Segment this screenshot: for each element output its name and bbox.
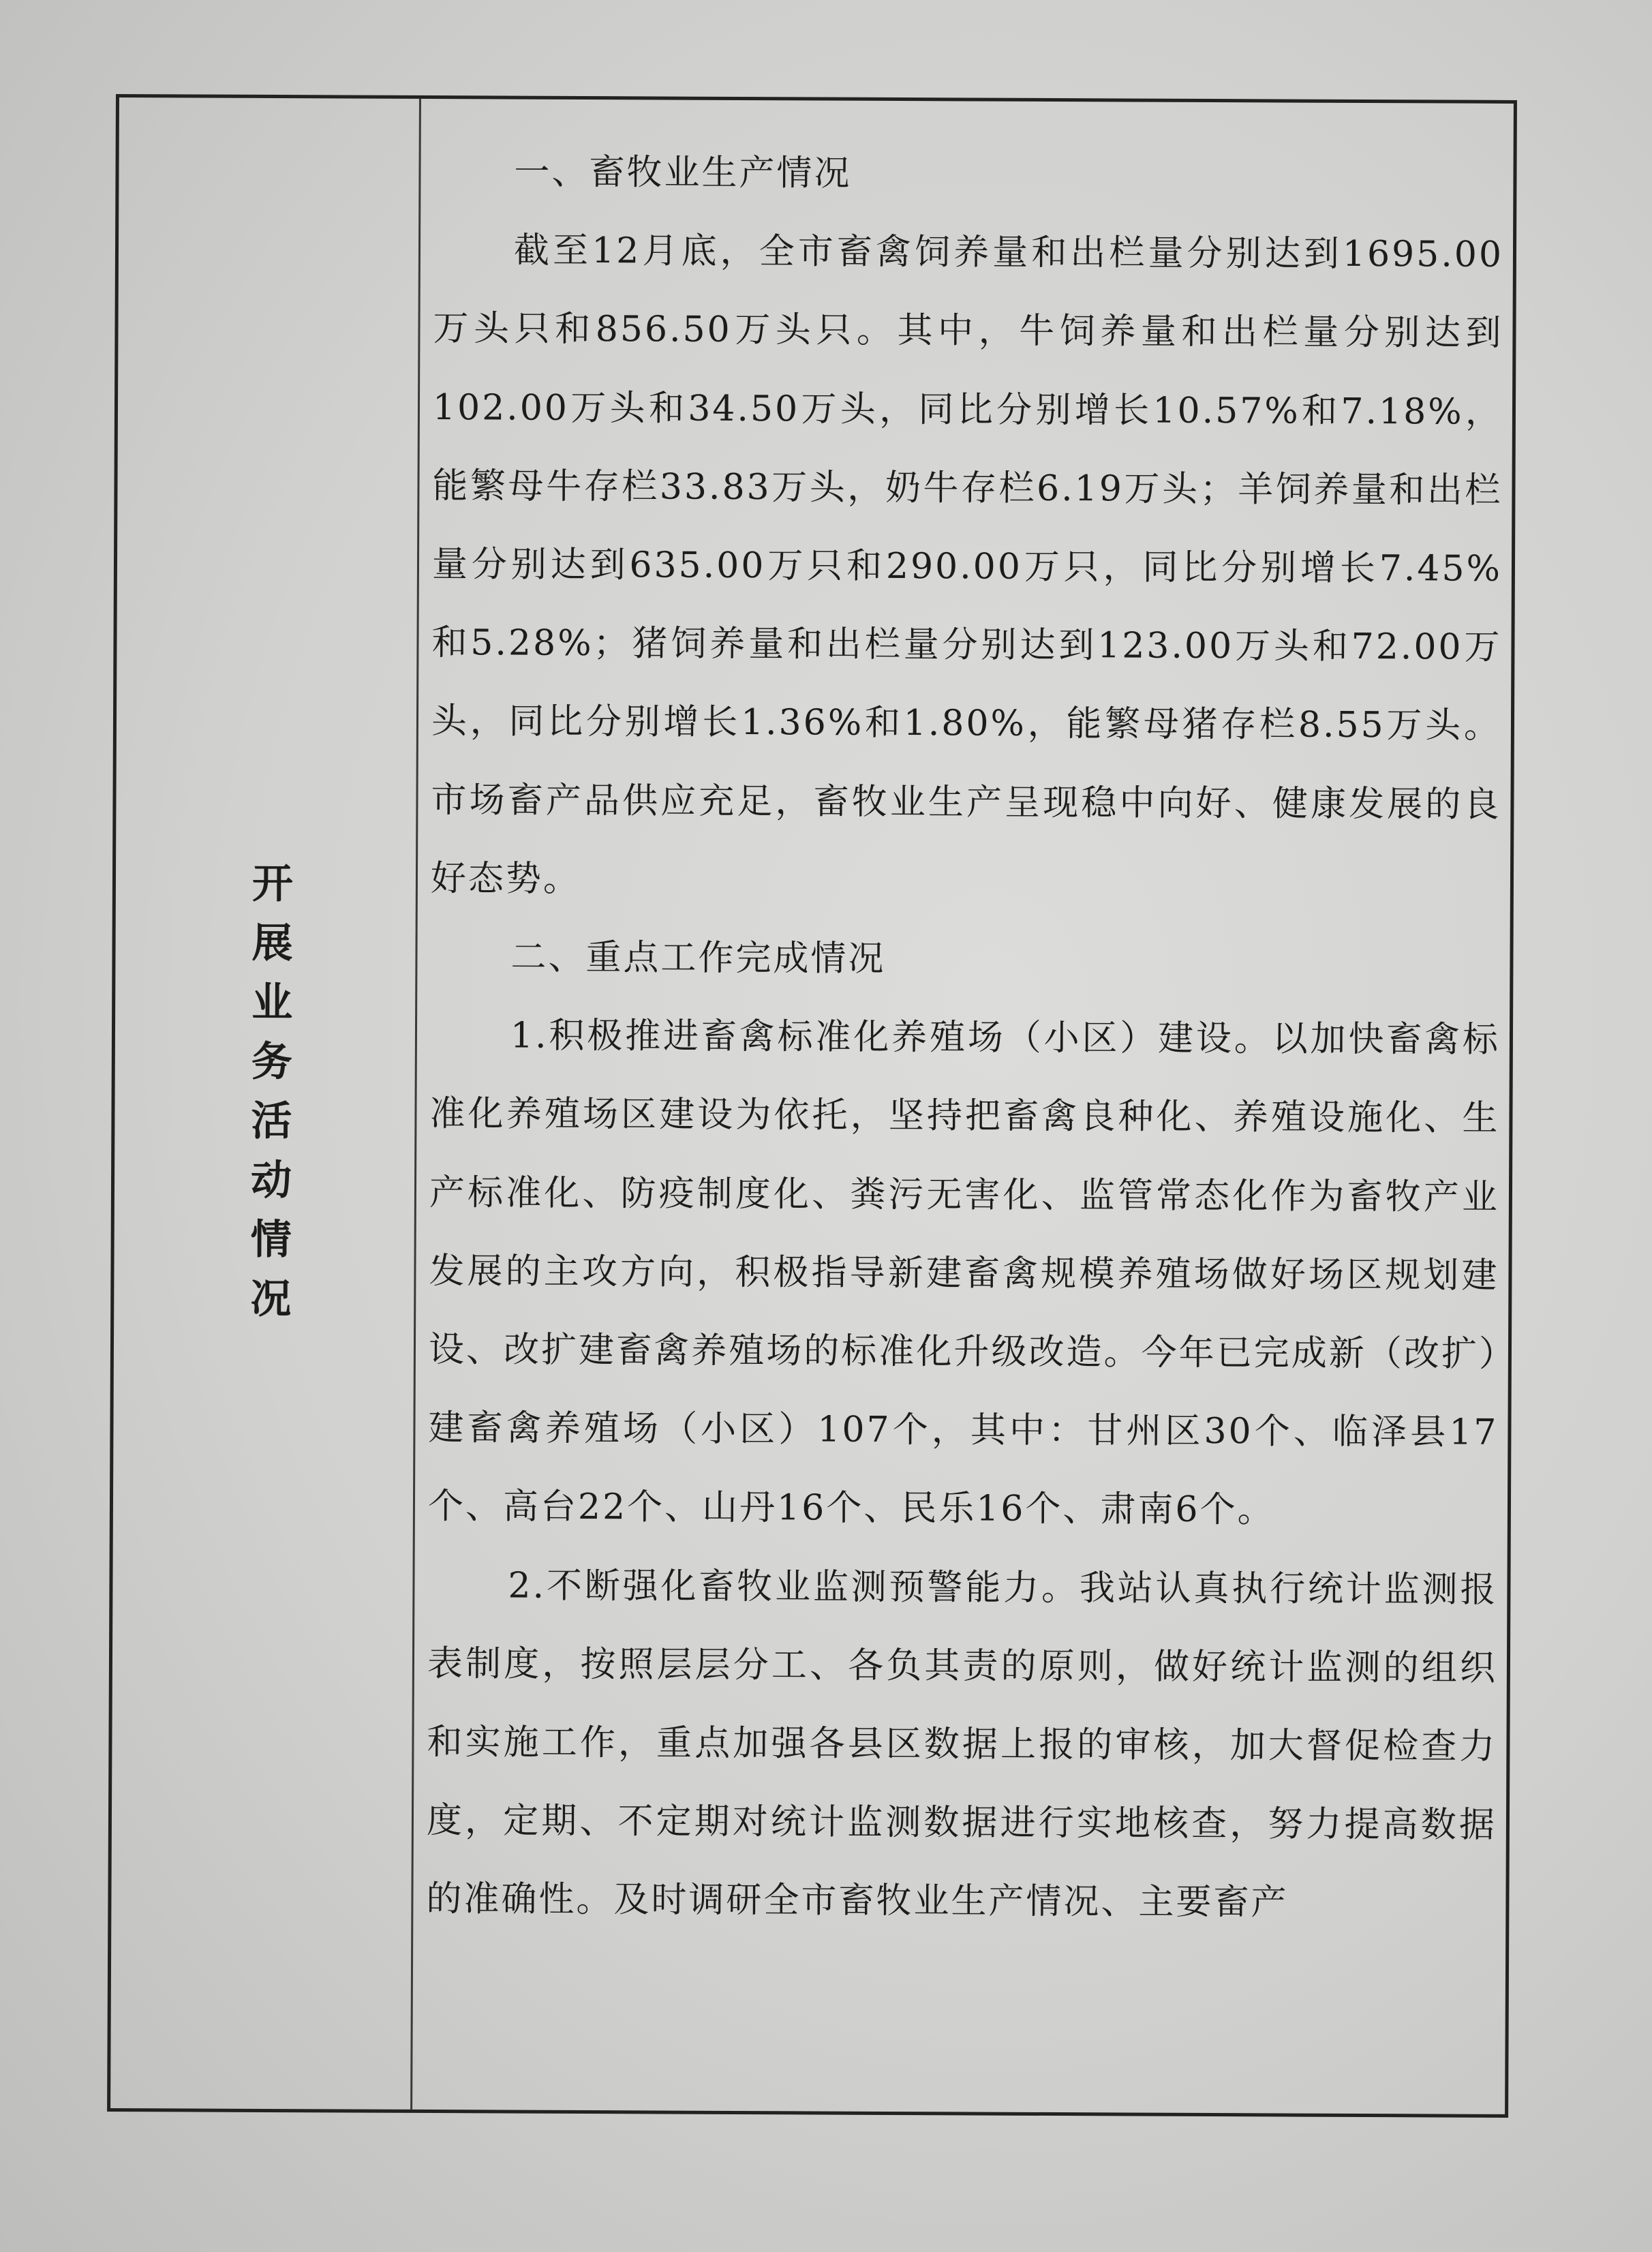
label-cell — [110, 97, 419, 2110]
section-label — [243, 855, 300, 1329]
heading-key-work: 二、重点工作完成情况 — [510, 937, 886, 979]
section-label-char: 展 — [251, 919, 293, 968]
paragraph-production-stats: 截至12月底，全市畜禽饲养量和出栏量分别达到1695.00万头只和856.50万头只。其中，牛饲养量和出栏量分别达到102.00万头和34.50万头，同比分别增长10.57%和7.18%，能繁母牛存栏33.83万头，奶牛存栏6.19万头；羊饲养量和出栏量分别达到635.00万只和290.00万只，同比分别增长7.45%和5.28%；猪饲养量和出栏量分别达到123.00万头和72.00万头，同比分别增长1.36%和1.80%，能繁母猪存栏8.55万头。市场畜产品供应充足，畜牧业生产呈现稳中向好、健康发展的良好态势。 — [430, 230, 1504, 900]
section-label-char: 动 — [250, 1156, 292, 1205]
section-label-char: 业 — [251, 978, 293, 1027]
section-label-char: 务 — [251, 1037, 292, 1086]
section-label-char: 活 — [251, 1097, 292, 1146]
paragraph-monitoring: 2.不断强化畜牧业监测预警能力。我站认真执行统计监测报表制度，按照层层分工、各负其责的原则，做好统计监测的组织和实施工作，重点加强各县区数据上报的审核，加大督促检查力度，定期、不定期对统计监测数据进行实地核查，努力提高数据的准确性。及时调研全市畜牧业生产情况、主要畜产 — [426, 1565, 1498, 1924]
content-cell — [426, 133, 1504, 1943]
form-table — [107, 94, 1517, 2118]
section-label-char: 情 — [250, 1215, 292, 1264]
heading-livestock-production: 一、畜牧业生产情况 — [514, 151, 852, 194]
paragraph-standardized-farms: 1.积极推进畜禽标准化养殖场（小区）建设。以加快畜禽标准化养殖场区建设为依托，坚持把畜禽良种化、养殖设施化、生产标准化、防疫制度化、粪污无害化、监管常态化作为畜牧产业发展的主攻方向，积极指导新建畜禽规模养殖场做好场区规划建设、改扩建畜禽养殖场的标准化升级改造。今年已完成新（改扩）建畜禽养殖场（小区）107个，其中：甘州区30个、临泽县17个、高台22个、山丹16个、民乐16个、肃南6个。 — [427, 1015, 1501, 1531]
section-label-char: 开 — [251, 859, 294, 909]
section-label-char: 况 — [250, 1275, 292, 1324]
